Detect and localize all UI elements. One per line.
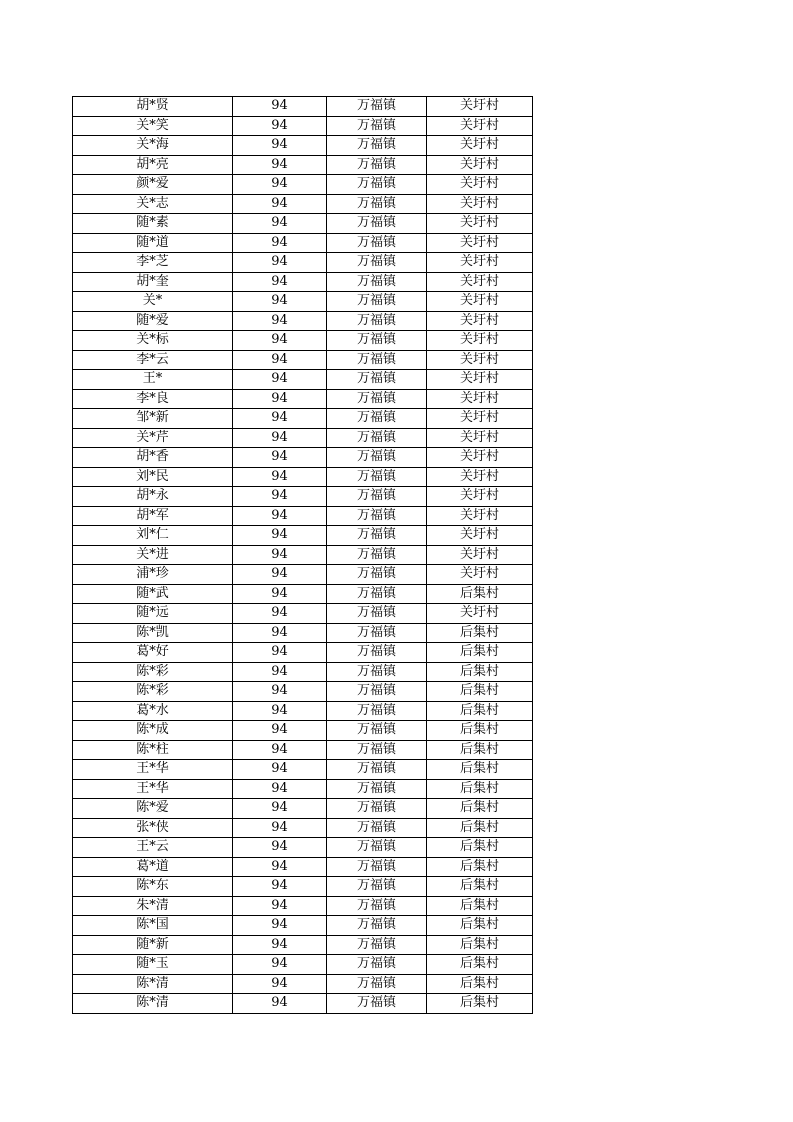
name-cell: 陈*凯 [73,623,233,643]
name-cell: 李*良 [73,389,233,409]
age-cell: 94 [233,155,327,175]
age-cell: 94 [233,604,327,624]
name-cell: 刘*民 [73,467,233,487]
town-cell: 万福镇 [327,526,427,546]
name-cell: 关*笑 [73,116,233,136]
town-cell: 万福镇 [327,233,427,253]
village-cell: 后集村 [427,857,533,877]
name-cell: 关*芹 [73,428,233,448]
village-cell: 关圩村 [427,311,533,331]
table-row [73,155,533,175]
age-cell: 94 [233,448,327,468]
table-row [73,877,533,897]
town-cell: 万福镇 [327,311,427,331]
table-row [73,428,533,448]
town-cell: 万福镇 [327,916,427,936]
age-cell: 94 [233,292,327,312]
table-row [73,194,533,214]
name-cell: 王*华 [73,779,233,799]
name-cell: 葛*好 [73,643,233,663]
village-cell: 关圩村 [427,565,533,585]
table-row [73,448,533,468]
table-row [73,682,533,702]
table-row [73,818,533,838]
table-row [73,779,533,799]
town-cell: 万福镇 [327,721,427,741]
town-cell: 万福镇 [327,545,427,565]
village-cell: 后集村 [427,721,533,741]
age-cell: 94 [233,955,327,975]
town-cell: 万福镇 [327,136,427,156]
age-cell: 94 [233,935,327,955]
town-cell: 万福镇 [327,974,427,994]
age-cell: 94 [233,526,327,546]
table-row [73,136,533,156]
name-cell: 陈*彩 [73,682,233,702]
name-cell: 张*侠 [73,818,233,838]
table-row [73,214,533,234]
village-cell: 关圩村 [427,389,533,409]
age-cell: 94 [233,467,327,487]
age-cell: 94 [233,760,327,780]
village-cell: 关圩村 [427,370,533,390]
village-cell: 关圩村 [427,116,533,136]
village-cell: 后集村 [427,682,533,702]
village-cell: 关圩村 [427,448,533,468]
name-cell: 随*道 [73,233,233,253]
table-body [73,97,533,1014]
age-cell: 94 [233,994,327,1014]
table-row [73,389,533,409]
village-cell: 关圩村 [427,604,533,624]
age-cell: 94 [233,623,327,643]
age-cell: 94 [233,194,327,214]
town-cell: 万福镇 [327,97,427,117]
name-cell: 随*远 [73,604,233,624]
table-row [73,272,533,292]
town-cell: 万福镇 [327,428,427,448]
table-row [73,701,533,721]
name-cell: 王* [73,370,233,390]
village-cell: 后集村 [427,799,533,819]
table-row [73,799,533,819]
town-cell: 万福镇 [327,623,427,643]
table-row [73,916,533,936]
town-cell: 万福镇 [327,565,427,585]
age-cell: 94 [233,721,327,741]
table-row [73,545,533,565]
table-row [73,662,533,682]
village-cell: 后集村 [427,916,533,936]
table-row [73,370,533,390]
age-cell: 94 [233,350,327,370]
name-cell: 刘*仁 [73,526,233,546]
village-cell: 关圩村 [427,409,533,429]
village-cell: 后集村 [427,643,533,663]
town-cell: 万福镇 [327,214,427,234]
age-cell: 94 [233,428,327,448]
town-cell: 万福镇 [327,253,427,273]
age-cell: 94 [233,740,327,760]
table-row [73,292,533,312]
age-cell: 94 [233,175,327,195]
village-cell: 后集村 [427,584,533,604]
name-cell: 关*标 [73,331,233,351]
name-cell: 胡*香 [73,448,233,468]
name-cell: 关*海 [73,136,233,156]
town-cell: 万福镇 [327,389,427,409]
village-cell: 关圩村 [427,194,533,214]
age-cell: 94 [233,799,327,819]
name-cell: 胡*亮 [73,155,233,175]
town-cell: 万福镇 [327,409,427,429]
village-cell: 关圩村 [427,253,533,273]
age-cell: 94 [233,662,327,682]
town-cell: 万福镇 [327,935,427,955]
town-cell: 万福镇 [327,857,427,877]
age-cell: 94 [233,877,327,897]
village-cell: 关圩村 [427,175,533,195]
village-cell: 后集村 [427,779,533,799]
town-cell: 万福镇 [327,799,427,819]
table-row [73,974,533,994]
table-row [73,740,533,760]
town-cell: 万福镇 [327,370,427,390]
table-row [73,994,533,1014]
village-cell: 关圩村 [427,526,533,546]
name-cell: 关* [73,292,233,312]
age-cell: 94 [233,136,327,156]
name-cell: 李*芝 [73,253,233,273]
age-cell: 94 [233,896,327,916]
name-cell: 朱*清 [73,896,233,916]
age-cell: 94 [233,253,327,273]
age-cell: 94 [233,818,327,838]
age-cell: 94 [233,116,327,136]
village-cell: 关圩村 [427,155,533,175]
age-cell: 94 [233,916,327,936]
age-cell: 94 [233,682,327,702]
village-cell: 后集村 [427,994,533,1014]
name-cell: 陈*清 [73,974,233,994]
village-cell: 关圩村 [427,331,533,351]
town-cell: 万福镇 [327,779,427,799]
name-cell: 陈*彩 [73,662,233,682]
village-cell: 关圩村 [427,428,533,448]
data-table [72,96,533,1014]
village-cell: 关圩村 [427,487,533,507]
age-cell: 94 [233,389,327,409]
table-row [73,857,533,877]
table-row [73,760,533,780]
age-cell: 94 [233,97,327,117]
name-cell: 随*素 [73,214,233,234]
village-cell: 关圩村 [427,214,533,234]
name-cell: 随*爱 [73,311,233,331]
age-cell: 94 [233,857,327,877]
village-cell: 关圩村 [427,545,533,565]
village-cell: 后集村 [427,701,533,721]
town-cell: 万福镇 [327,194,427,214]
town-cell: 万福镇 [327,467,427,487]
table-row [73,526,533,546]
village-cell: 关圩村 [427,292,533,312]
town-cell: 万福镇 [327,994,427,1014]
table-row [73,253,533,273]
name-cell: 关*志 [73,194,233,214]
town-cell: 万福镇 [327,155,427,175]
village-cell: 关圩村 [427,506,533,526]
name-cell: 胡*军 [73,506,233,526]
town-cell: 万福镇 [327,643,427,663]
village-cell: 后集村 [427,935,533,955]
town-cell: 万福镇 [327,292,427,312]
town-cell: 万福镇 [327,272,427,292]
age-cell: 94 [233,779,327,799]
town-cell: 万福镇 [327,662,427,682]
age-cell: 94 [233,233,327,253]
village-cell: 关圩村 [427,467,533,487]
table-row [73,467,533,487]
town-cell: 万福镇 [327,818,427,838]
town-cell: 万福镇 [327,896,427,916]
village-cell: 关圩村 [427,350,533,370]
village-cell: 关圩村 [427,233,533,253]
village-cell: 后集村 [427,877,533,897]
age-cell: 94 [233,565,327,585]
town-cell: 万福镇 [327,838,427,858]
name-cell: 胡*永 [73,487,233,507]
table-row [73,604,533,624]
age-cell: 94 [233,506,327,526]
name-cell: 陈*柱 [73,740,233,760]
name-cell: 陈*东 [73,877,233,897]
town-cell: 万福镇 [327,740,427,760]
age-cell: 94 [233,838,327,858]
table-row [73,643,533,663]
town-cell: 万福镇 [327,175,427,195]
village-cell: 后集村 [427,740,533,760]
town-cell: 万福镇 [327,760,427,780]
table-row [73,506,533,526]
village-cell: 后集村 [427,896,533,916]
town-cell: 万福镇 [327,448,427,468]
age-cell: 94 [233,331,327,351]
table-row [73,623,533,643]
table-row [73,955,533,975]
name-cell: 李*云 [73,350,233,370]
table-row [73,584,533,604]
village-cell: 后集村 [427,838,533,858]
town-cell: 万福镇 [327,331,427,351]
town-cell: 万福镇 [327,350,427,370]
name-cell: 关*进 [73,545,233,565]
table-row [73,233,533,253]
table-row [73,331,533,351]
town-cell: 万福镇 [327,116,427,136]
table-row [73,409,533,429]
village-cell: 关圩村 [427,272,533,292]
village-cell: 后集村 [427,623,533,643]
village-cell: 后集村 [427,818,533,838]
name-cell: 随*新 [73,935,233,955]
name-cell: 陈*国 [73,916,233,936]
age-cell: 94 [233,487,327,507]
table-row [73,116,533,136]
table-row [73,896,533,916]
town-cell: 万福镇 [327,506,427,526]
name-cell: 王*华 [73,760,233,780]
town-cell: 万福镇 [327,604,427,624]
town-cell: 万福镇 [327,584,427,604]
village-cell: 后集村 [427,955,533,975]
village-cell: 后集村 [427,760,533,780]
name-cell: 葛*水 [73,701,233,721]
age-cell: 94 [233,643,327,663]
town-cell: 万福镇 [327,682,427,702]
age-cell: 94 [233,584,327,604]
name-cell: 随*武 [73,584,233,604]
name-cell: 随*玉 [73,955,233,975]
village-cell: 关圩村 [427,136,533,156]
name-cell: 胡*奎 [73,272,233,292]
village-cell: 后集村 [427,662,533,682]
age-cell: 94 [233,272,327,292]
table-row [73,97,533,117]
name-cell: 胡*贤 [73,97,233,117]
name-cell: 邹*新 [73,409,233,429]
age-cell: 94 [233,370,327,390]
table-row [73,565,533,585]
name-cell: 王*云 [73,838,233,858]
town-cell: 万福镇 [327,487,427,507]
age-cell: 94 [233,214,327,234]
town-cell: 万福镇 [327,955,427,975]
age-cell: 94 [233,409,327,429]
table-row [73,838,533,858]
table-row [73,311,533,331]
village-cell: 后集村 [427,974,533,994]
age-cell: 94 [233,545,327,565]
name-cell: 颜*爱 [73,175,233,195]
table-row [73,175,533,195]
table-row [73,935,533,955]
village-cell: 关圩村 [427,97,533,117]
town-cell: 万福镇 [327,877,427,897]
table-row [73,487,533,507]
age-cell: 94 [233,974,327,994]
age-cell: 94 [233,701,327,721]
name-cell: 陈*成 [73,721,233,741]
town-cell: 万福镇 [327,701,427,721]
name-cell: 陈*爱 [73,799,233,819]
name-cell: 浦*珍 [73,565,233,585]
table-row [73,350,533,370]
name-cell: 陈*清 [73,994,233,1014]
age-cell: 94 [233,311,327,331]
name-cell: 葛*道 [73,857,233,877]
table-row [73,721,533,741]
